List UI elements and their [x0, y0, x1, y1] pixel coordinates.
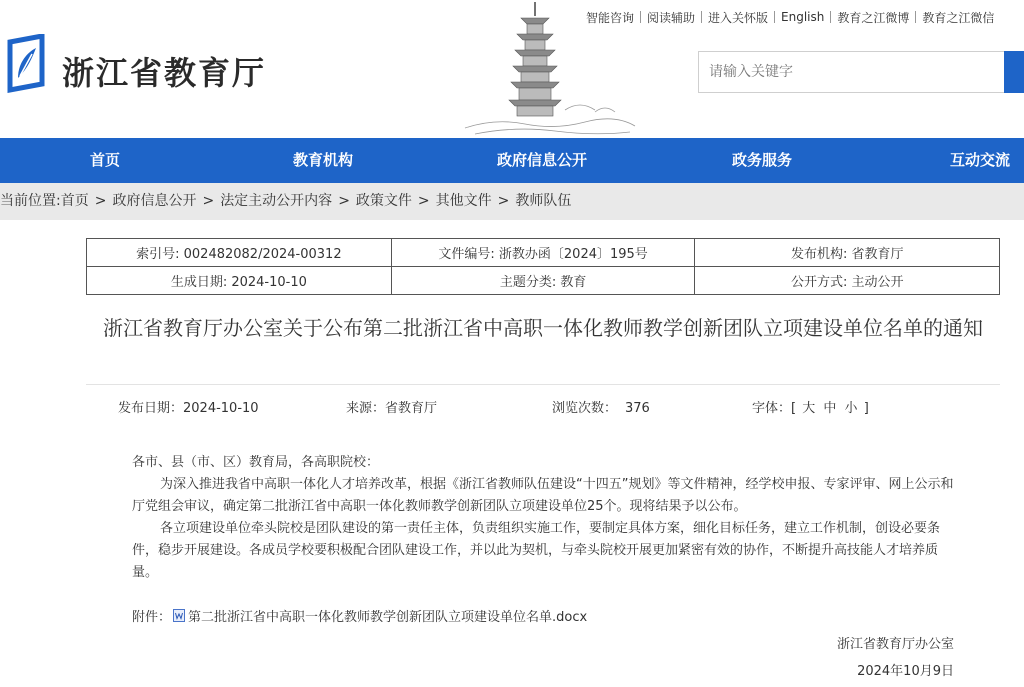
- nav-item-home[interactable]: 首页: [90, 151, 121, 169]
- sign-date: 2024年10月9日: [857, 664, 954, 679]
- site-logo-icon[interactable]: [6, 34, 46, 94]
- top-link-divider: [915, 11, 916, 23]
- font-size-bracket: ]: [863, 401, 869, 416]
- salutation: 各市、县（市、区）教育局，各高职院校：: [132, 455, 380, 470]
- meta-category: 主题分类: 教育: [391, 267, 695, 295]
- breadcrumb-separator: >: [417, 193, 430, 209]
- attachment-label: 附件：: [132, 610, 172, 625]
- font-size-label: 字体：: [752, 401, 792, 416]
- top-link-english[interactable]: English: [781, 10, 825, 24]
- paragraph: 各立项建设单位牵头院校是团队建设的第一责任主体，负责组织实施工作，要制定具体方案，细化目标任务，建立工作机制，创设必要条件，稳步开展建设。各成员学校要积极配合团队建设工作，并以此为契机，与牵头院校开展更加紧密有效的协作，不断提升高技能人才培养质量。: [132, 521, 941, 580]
- article-source: 来源：省教育厅: [346, 401, 438, 416]
- meta-publisher: 发布机构: 省教育厅: [695, 239, 1000, 267]
- meta-row: [87, 267, 1000, 295]
- meta-index-no: 索引号: 002482082/2024-00312: [87, 239, 392, 267]
- top-link-weibo[interactable]: 教育之江微博: [837, 10, 910, 25]
- breadcrumb-separator: >: [202, 193, 215, 209]
- font-size-medium[interactable]: 中: [823, 401, 837, 416]
- attachment: [132, 606, 587, 625]
- top-link-wechat[interactable]: 教育之江微信: [922, 10, 995, 25]
- meta-doc-no: 文件编号: 浙教办函〔2024〕195号: [391, 239, 695, 267]
- title-divider: [86, 384, 1000, 385]
- search-input[interactable]: [698, 51, 1004, 93]
- top-link-reading-aid[interactable]: 阅读辅助: [647, 10, 696, 25]
- main-nav: [0, 138, 1024, 183]
- document-meta-table: [86, 238, 1000, 295]
- docx-file-icon: [173, 609, 185, 622]
- article-title: 浙江省教育厅办公室关于公布第二批浙江省中高职一体化教师教学创新团队立项建设单位名单的通知: [103, 316, 983, 340]
- view-count-label: 浏览次数：: [552, 401, 618, 416]
- breadcrumb-item-policy[interactable]: 政策文件: [355, 193, 412, 209]
- nav-item-gov-info[interactable]: 政府信息公开: [497, 151, 588, 169]
- attachment-link[interactable]: 第二批浙江省中高职一体化教师教学创新团队立项建设单位名单.docx: [188, 610, 588, 625]
- nav-item-interaction[interactable]: 互动交流: [950, 151, 1011, 169]
- breadcrumb-prefix: 当前位置:: [0, 193, 61, 209]
- breadcrumb-separator: >: [94, 193, 107, 209]
- view-count-value: 376: [625, 401, 650, 416]
- publish-date: 发布日期：2024-10-10: [118, 401, 259, 416]
- top-link-divider: [701, 11, 702, 23]
- meta-created: 生成日期: 2024-10-10: [87, 267, 392, 295]
- top-link-divider: [640, 11, 641, 23]
- breadcrumb-item-other[interactable]: 其他文件: [435, 193, 492, 209]
- paragraph: 为深入推进我省中高职一体化人才培养改革，根据《浙江省教师队伍建设“十四五”规划》等文件精神，经学校申报、专家评审、网上公示和厅党组会审议，确定第二批浙江省中高职一体化教师教学创新团队立项建设单位25个。现将结果予以公布。: [132, 477, 954, 514]
- breadcrumb-item-home[interactable]: 首页: [60, 193, 89, 209]
- meta-row: [87, 239, 1000, 267]
- signer: 浙江省教育厅办公室: [836, 637, 954, 652]
- breadcrumb-item-gov-info[interactable]: 政府信息公开: [112, 193, 197, 209]
- top-link-smart-consult[interactable]: 智能咨询: [586, 10, 635, 25]
- font-size-large[interactable]: 大: [802, 401, 816, 416]
- view-count: [552, 397, 650, 416]
- top-link-divider: [774, 11, 775, 23]
- site-title[interactable]: 浙江省教育厅: [62, 54, 267, 92]
- nav-item-institutions[interactable]: 教育机构: [293, 151, 354, 169]
- top-link-divider: [830, 11, 831, 23]
- meta-open-mode: 公开方式: 主动公开: [695, 267, 1000, 295]
- nav-item-services[interactable]: 政务服务: [732, 151, 793, 169]
- breadcrumb-separator: >: [338, 193, 350, 209]
- breadcrumb-item-teachers[interactable]: 教师队伍: [515, 193, 572, 209]
- breadcrumb-item-statutory[interactable]: 法定主动公开内容: [220, 193, 333, 209]
- breadcrumb: [0, 183, 571, 220]
- site-header: [0, 0, 1024, 138]
- breadcrumb-bar: [0, 183, 1024, 220]
- breadcrumb-separator: >: [497, 193, 510, 209]
- top-links: [586, 8, 994, 26]
- article-body: [132, 452, 958, 584]
- font-size-bracket: [: [791, 401, 797, 416]
- font-size-switcher: [752, 397, 869, 416]
- search-button[interactable]: [1004, 51, 1024, 93]
- top-link-care-version[interactable]: 进入关怀版: [708, 10, 769, 25]
- font-size-small[interactable]: 小: [844, 401, 858, 416]
